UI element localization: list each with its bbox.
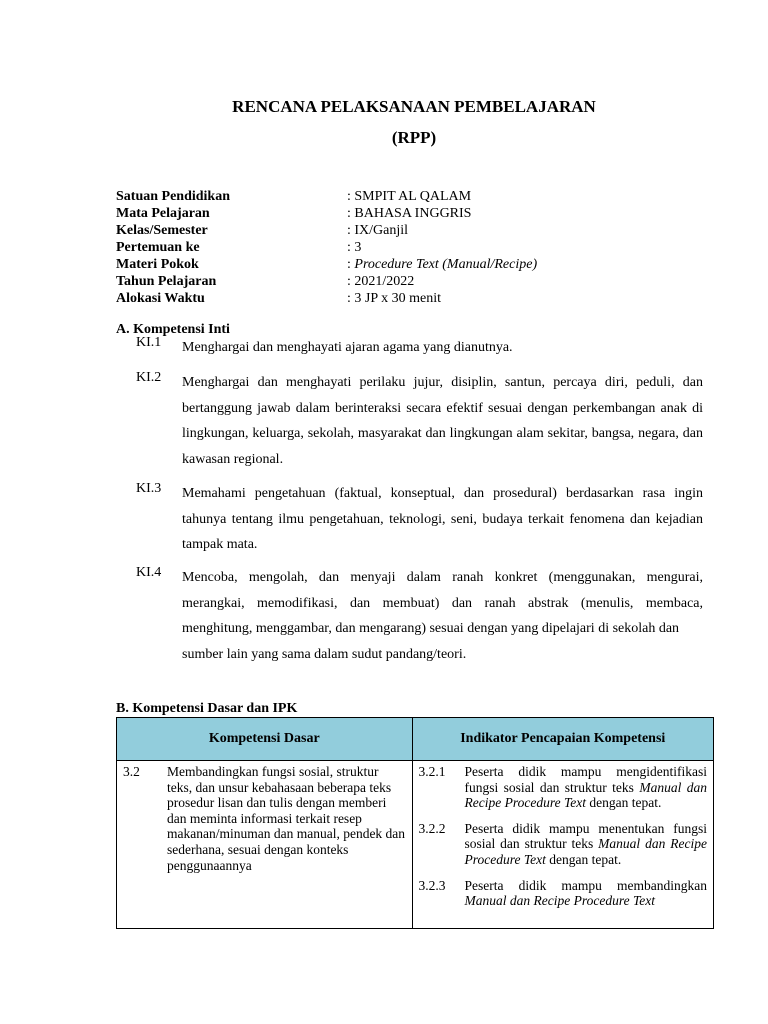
ipk-number: 3.2.1 bbox=[418, 764, 446, 779]
ipk-text-pre: Peserta didik mampu membandingkan bbox=[464, 877, 707, 893]
header-indikator: Indikator Pencapaian Kompetensi bbox=[412, 718, 713, 761]
ipk-number: 3.2.2 bbox=[418, 820, 446, 836]
ipk-text bbox=[465, 821, 707, 868]
identity-label: Pertemuan ke bbox=[116, 240, 200, 255]
kd-cell bbox=[117, 761, 413, 929]
ki-item bbox=[136, 565, 703, 667]
identity-label: Mata Pelajaran bbox=[116, 206, 210, 221]
identity-value: : BAHASA INGGRIS bbox=[347, 206, 472, 221]
ki-number: KI.1 bbox=[136, 335, 162, 350]
identity-value bbox=[347, 256, 537, 273]
section-a-title: A. Kompetensi Inti bbox=[116, 322, 230, 337]
identity-value: : 3 JP x 30 menit bbox=[347, 291, 441, 306]
identity-value: : SMPIT AL QALAM bbox=[347, 189, 472, 204]
ipk-item bbox=[419, 764, 707, 811]
ipk-text-italic: Manual dan Recipe Procedure Text bbox=[464, 779, 707, 811]
ipk-cell bbox=[412, 761, 713, 929]
ki-text-continued: sumber lain yang sama dalam sudut pandang/teori. bbox=[182, 646, 467, 662]
header-kompetensi-dasar: Kompetensi Dasar bbox=[117, 718, 413, 761]
identity-row-subject bbox=[116, 205, 537, 222]
ki-item bbox=[136, 481, 703, 558]
ki-item bbox=[136, 370, 703, 472]
ipk-text-post: dengan tepat. bbox=[545, 851, 622, 867]
ki-number: KI.4 bbox=[136, 565, 162, 580]
ki-item bbox=[136, 335, 703, 361]
ki-number: KI.2 bbox=[136, 370, 162, 385]
document-subtitle: (RPP) bbox=[391, 128, 437, 147]
identity-value-prefix: : bbox=[347, 257, 355, 272]
ipk-text-pre: Peserta didik mampu menentukan fungsi sosial dan struktur teks bbox=[464, 820, 707, 852]
identity-label: Satuan Pendidikan bbox=[116, 189, 230, 204]
ki-text: Menghargai dan menghayati ajaran agama yang dianutnya. bbox=[182, 340, 513, 355]
identity-label: Kelas/Semester bbox=[116, 223, 208, 238]
identity-value-italic: Procedure Text (Manual/Recipe) bbox=[354, 257, 538, 272]
ipk-number: 3.2.3 bbox=[418, 877, 446, 893]
table-row bbox=[117, 761, 714, 929]
ipk-text-italic: Manual dan Recipe Procedure Text bbox=[464, 836, 707, 867]
section-b-title: B. Kompetensi Dasar dan IPK bbox=[116, 701, 298, 716]
ipk-item bbox=[419, 878, 707, 909]
ki-number: KI.3 bbox=[136, 481, 162, 496]
identity-row-time bbox=[116, 290, 537, 307]
ipk-text-italic: Manual dan Recipe Procedure Text bbox=[464, 893, 655, 909]
document-title: RENCANA PELAKSANAAN PEMBELAJARAN bbox=[232, 97, 596, 116]
identity-row-school bbox=[116, 188, 537, 205]
identity-value: : 2021/2022 bbox=[347, 274, 415, 289]
identity-label: Materi Pokok bbox=[116, 257, 199, 272]
ipk-text-post: dengan tepat. bbox=[585, 795, 662, 811]
ki-text: Mencoba, mengolah, dan menyaji dalam ranah konkret (menggunakan, mengurai, merangkai, memodifikasi, dan membuat) dan ranah abstrak (menulis, membaca, menghitung, menggambar, dan mengarang) sesuai dengan yang dipelajari di sekolah dan bbox=[182, 570, 703, 636]
identity-row-topic bbox=[116, 256, 537, 273]
identity-row-year bbox=[116, 273, 537, 290]
ki-text: Menghargai dan menghayati perilaku jujur, disiplin, santun, percaya diri, peduli, dan bertanggung jawab dalam berinteraksi secara efektif sesuai dengan perkembangan anak di lingkungan, keluarga, sekolah, masyarakat dan lingkungan alam sekitar, bangsa, negara, dan kawasan regional. bbox=[182, 375, 703, 467]
table-header-row bbox=[117, 718, 714, 761]
identity-label: Tahun Pelajaran bbox=[116, 274, 217, 289]
identity-label: Alokasi Waktu bbox=[116, 291, 205, 306]
identity-row-meeting bbox=[116, 239, 537, 256]
ki-text: Memahami pengetahuan (faktual, konseptual, dan prosedural) berdasarkan rasa ingin tahunya tentang ilmu pengetahuan, teknologi, seni, budaya terkait fenomena dan kejadian tampak mata. bbox=[182, 486, 703, 552]
kd-number: 3.2 bbox=[123, 764, 140, 779]
ipk-text-pre: Peserta didik mampu mengidentifikasi fungsi sosial dan struktur teks bbox=[464, 764, 707, 795]
identity-value: : 3 bbox=[347, 240, 362, 255]
ipk-text bbox=[465, 764, 707, 811]
identity-block bbox=[116, 188, 537, 307]
identity-row-class bbox=[116, 222, 537, 239]
kd-text: Membandingkan fungsi sosial, struktur teks, dan unsur kebahasaan beberapa teks prosedur lisan dan tulis dengan memberi dan meminta informasi terkait resep makanan/minuman dan manual, pendek dan sederhana, sesuai dengan konteks penggunaannya bbox=[167, 764, 406, 873]
ipk-text bbox=[465, 878, 707, 909]
kd-ipk-table bbox=[116, 717, 714, 929]
ipk-item bbox=[419, 821, 707, 868]
identity-value: : IX/Ganjil bbox=[347, 223, 409, 238]
